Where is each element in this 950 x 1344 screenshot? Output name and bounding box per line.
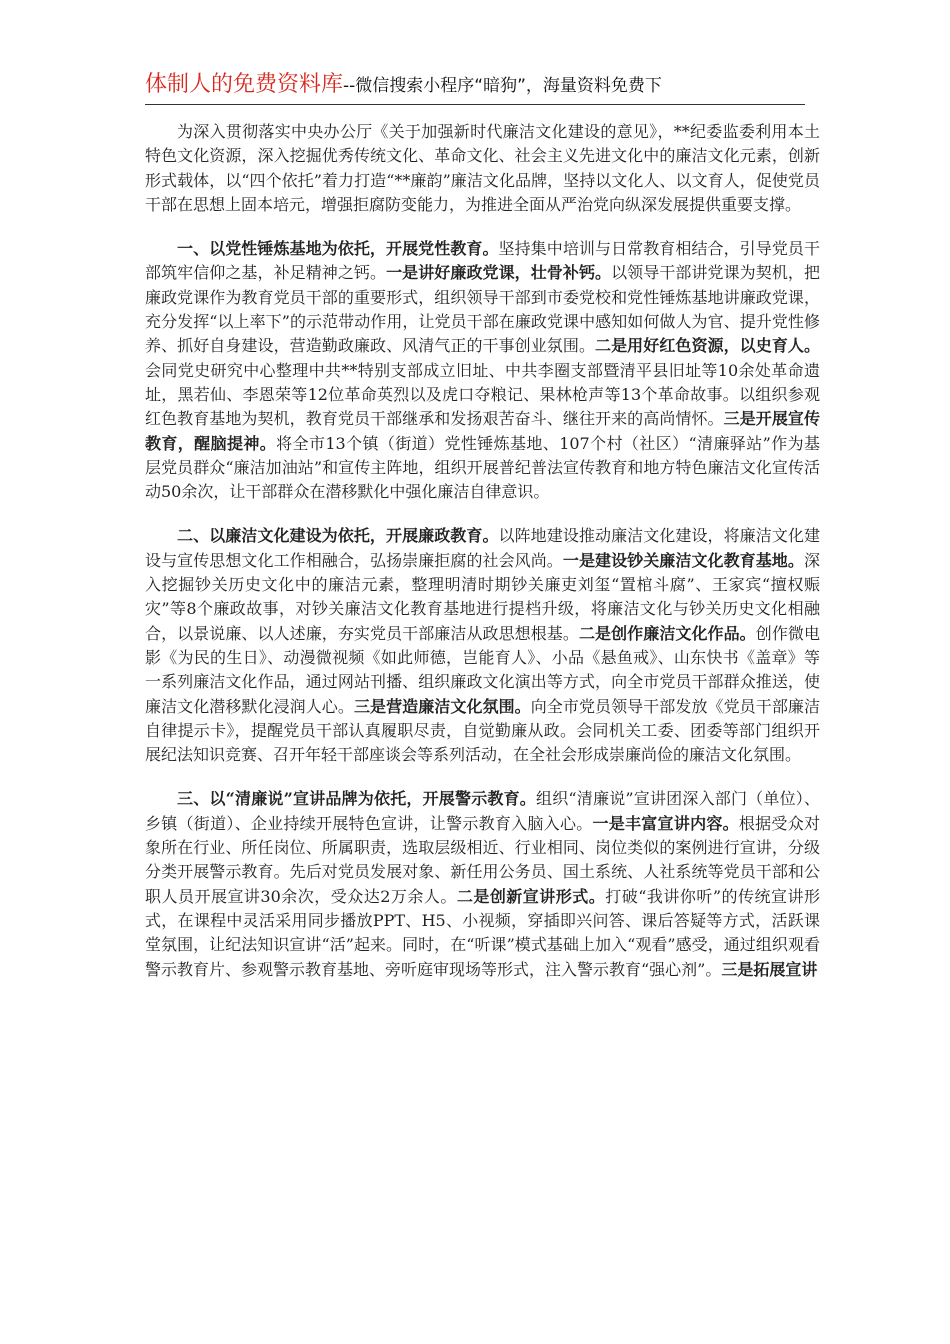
section-1-point-2-text: 会同党史研究中心整理中共**特别支部成立旧址、中共李圈支部暨清平县旧址等10余处革命遗址，黑若仙、李恩荣等12位革命英烈以及虎口夺粮记、果林枪声等13个革命故事。以组织参观红色教育基地为契机，教育党员干部继承和发扬艰苦奋斗、继往开来的高尚情怀。 bbox=[145, 360, 820, 429]
header-tagline: --微信搜索小程序“暗狗”，海量资料免费下 bbox=[343, 76, 662, 96]
header-brand: 体制人的免费资料库 bbox=[145, 72, 344, 97]
section-2-point-2-title: 二是创作廉洁文化作品。 bbox=[578, 623, 756, 643]
section-3-lead: 组织“清廉说”宣讲团深入部门（单位）、乡镇（街道）、企业持续开展特色宣讲，让警示教育入脑入心。 bbox=[145, 789, 820, 833]
section-3-point-2-title: 二是创新宣讲形式。 bbox=[456, 886, 606, 906]
section-3-point-1-text: 根据受众对象所在行业、所任岗位、所属职责，选取层级相近、行业相同、岗位类似的案例进行宣讲，分级分类开展警示教育。先后对党员发展对象、新任用公务员、国土系统、人社系统等党员干部和公职人员开展宣讲30余次，受众达2万余人。 bbox=[145, 813, 820, 906]
section-2-point-3-text: 向全市党员领导干部发放《党员干部廉洁自律提示卡》，提醒党员干部认真履职尽责，自觉勤廉从政。会同机关工委、团委等部门组织开展纪法知识竞赛、召开年轻干部座谈会等系列活动，在全社会形成崇廉尚俭的廉洁文化氛围。 bbox=[145, 696, 820, 765]
page-header bbox=[145, 70, 805, 105]
section-3-point-2-text: 打破“我讲你听”的传统宣讲形式，在课程中灵活采用同步播放PPT、H5、小视频，穿插即兴问答、课后答疑等方式，活跃课堂氛围，让纪法知识宣讲“活”起来。同时，在“听课”模式基础上加入“观看”感受，通过组织观看警示教育片、参观警示教育基地、旁听庭审现场等形式，注入警示教育“强心剂”。 bbox=[145, 886, 820, 979]
section-2-lead: 以阵地建设推动廉洁文化建设，将廉洁文化建设与宣传思想文化工作相融合，弘扬崇廉拒腐的社会风尚。 bbox=[145, 526, 820, 570]
section-3 bbox=[145, 787, 820, 981]
section-2-point-1-title: 一是建设钞关廉洁文化教育基地。 bbox=[562, 550, 804, 570]
section-3-point-3-title: 三是拓展宣讲 bbox=[721, 959, 818, 979]
section-3-point-1-title: 一是丰富宣讲内容。 bbox=[592, 813, 739, 833]
section-2-heading: 二、以廉洁文化建设为依托，开展廉政教育。 bbox=[177, 526, 499, 546]
section-2-point-3-title: 三是营造廉洁文化氛围。 bbox=[353, 696, 531, 716]
section-1-heading: 一、以党性锤炼基地为依托，开展党性教育。 bbox=[177, 239, 499, 259]
section-2-point-2-text: 创作微电影《为民的生日》、动漫微视频《如此师德，岂能育人》、小品《悬鱼戒》、山东快书《盖章》等一系列廉洁文化作品，通过网站刊播、组织廉政文化演出等方式，向全市党员干部群众推送，使廉洁文化潜移默化浸润人心。 bbox=[145, 623, 820, 716]
section-1-point-3-text: 将全市13个镇（街道）党性锤炼基地、107个村（社区）“清廉驿站”作为基层党员群众“廉洁加油站”和宣传主阵地，组织开展普纪普法宣传教育和地方特色廉洁文化宣传活动50余次，让干部群众在潜移默化中强化廉洁自律意识。 bbox=[145, 433, 820, 502]
section-1-point-1-title: 一是讲好廉政党课，壮骨补钙。 bbox=[386, 263, 612, 283]
document-body bbox=[145, 120, 820, 982]
section-2 bbox=[145, 524, 820, 767]
intro-paragraph: 为深入贯彻落实中央办公厅《关于加强新时代廉洁文化建设的意见》，**纪委监委利用本土特色文化资源，深入挖掘优秀传统文化、革命文化、社会主义先进文化中的廉洁文化元素，创新形式载体，以“四个依托”着力打造“**廉韵”廉洁文化品牌，坚持以文化人、以文育人，促使党员干部在思想上固本培元，增强拒腐防变能力，为推进全面从严治党向纵深发展提供重要支撑。 bbox=[145, 122, 820, 214]
section-1-lead: 坚持集中培训与日常教育相结合，引导党员干部筑牢信仰之基，补足精神之钙。 bbox=[145, 239, 820, 283]
section-3-heading: 三、以“清廉说”宣讲品牌为依托，开展警示教育。 bbox=[177, 789, 537, 809]
section-1 bbox=[145, 237, 820, 504]
section-1-point-2-title: 二是用好红色资源，以史育人。 bbox=[595, 336, 820, 356]
section-1-point-1-text: 以领导干部讲党课为契机，把廉政党课作为教育党员干部的重要形式，组织领导干部到市委党校和党性锤炼基地讲廉政党课，充分发挥“以上率下”的示范带动作用，让党员干部在廉政党课中感知如何做人为官、提升党性修养、抓好自身建设，营造勤政廉政、风清气正的干事创业氛围。 bbox=[145, 263, 820, 356]
section-2-point-1-text: 深入挖掘钞关历史文化中的廉洁元素，整理明清时期钞关廉吏刘玺“置棺斗腐”、王家宾“擅权赈灾”等8个廉政故事，对钞关廉洁文化教育基地进行提档升级，将廉洁文化与钞关历史文化相融合，以景说廉、以人述廉，夯实党员干部廉洁从政思想根基。 bbox=[145, 550, 820, 643]
section-1-point-3-title: 三是开展宣传教育，醒脑提神。 bbox=[145, 409, 820, 453]
